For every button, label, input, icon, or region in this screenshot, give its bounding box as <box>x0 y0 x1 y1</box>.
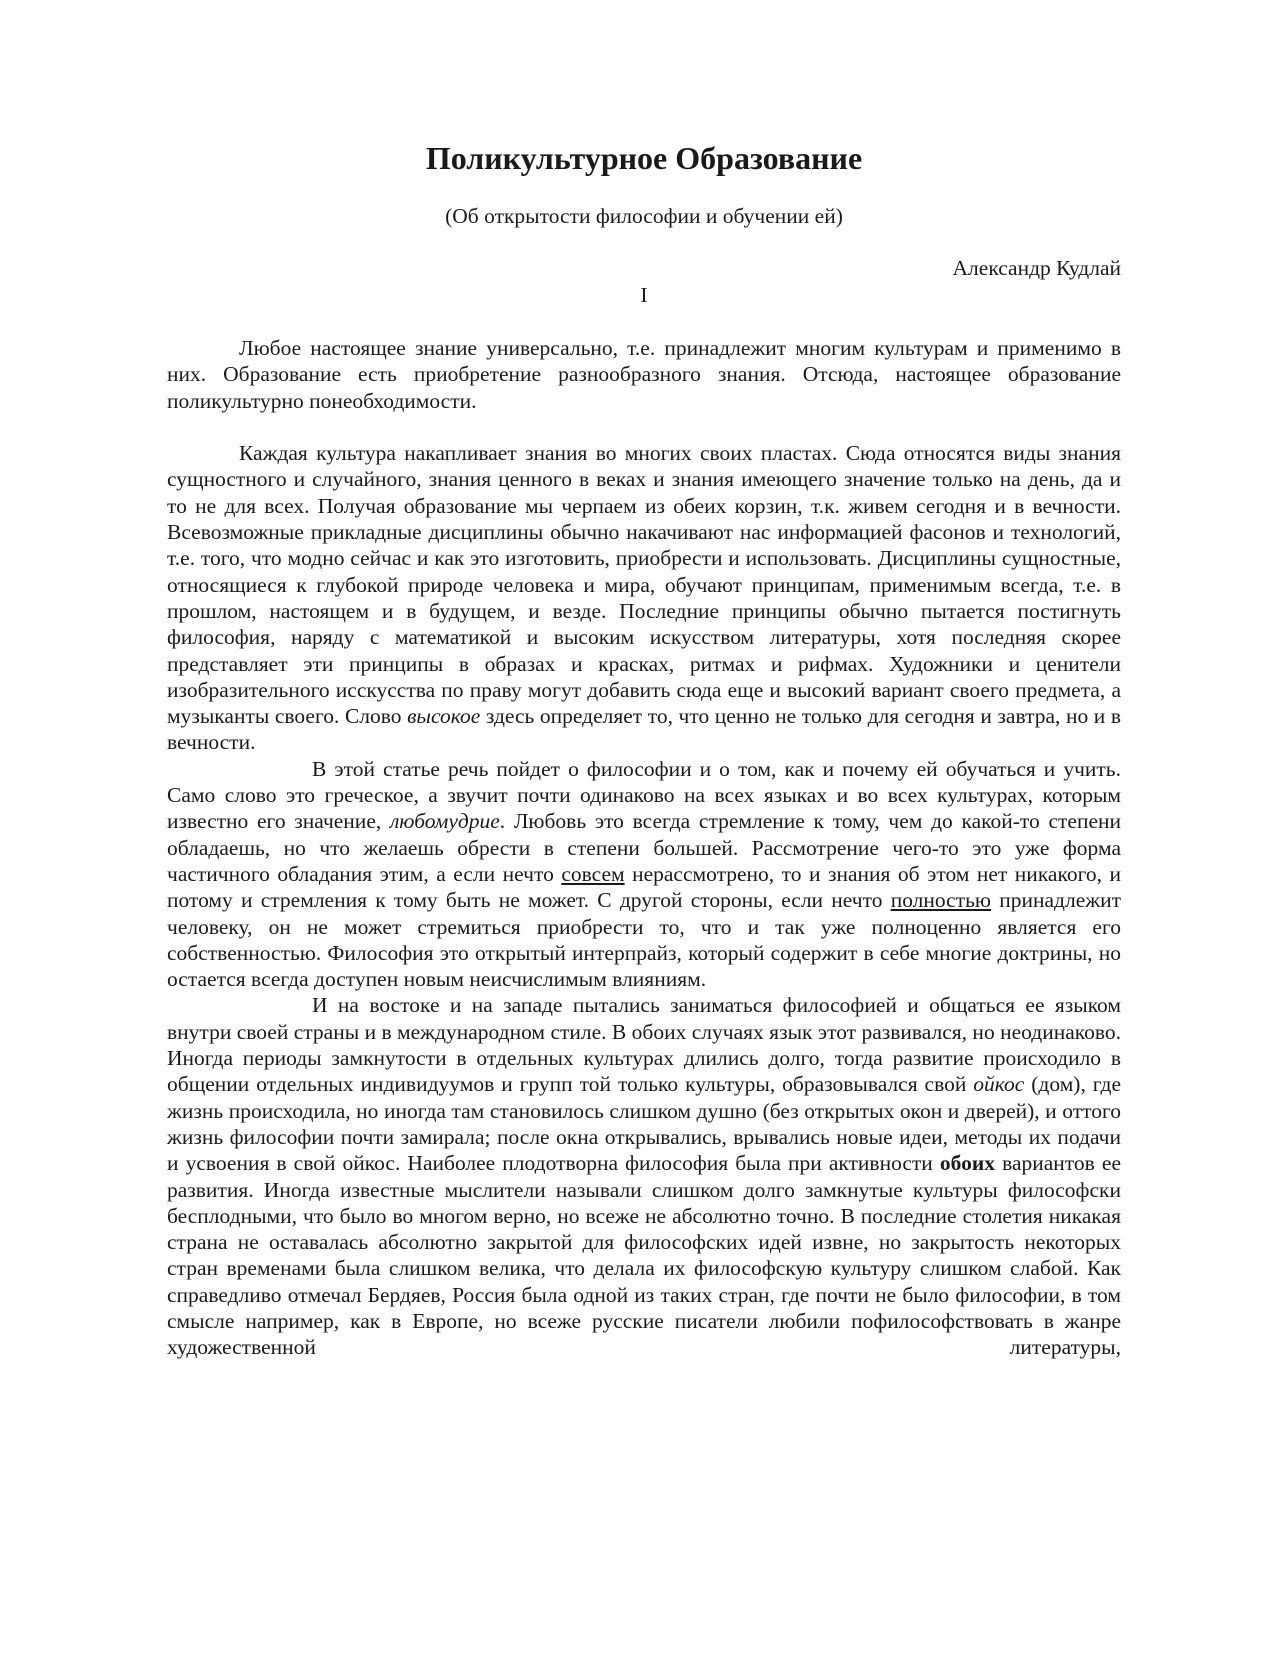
paragraph-text: Любое настоящее знание универсально, т.е. принадлежит многим культурам и применимо в них. Образование есть приобретение разнообразного знания. Отсюда, настоящее образование поликультурно понеобходимости. <box>167 336 1121 413</box>
paragraph-text: вариантов ее развития. Иногда известные мыслители называли слишком долго замкнутые культуры философски бесплодными, что было во многом верно, но всеже не абсолютно точно. В последние столетия никакая страна не оставалась абсолютно закрытой для философских идей извне, но закрытость некоторых стран временами была слишком велика, что делала их философскую культуру слишком слабой. Как справедливо отмечал Бердяев, Россия была одной из таких стран, где почти не было философии, в том смысле например, как в Европе, но всеже русские писатели любили пофилософствовать в жанре художественной литературы, <box>167 1151 1121 1360</box>
bold-word: обоих <box>939 1151 996 1176</box>
paragraph-text: здесь определяет то, что ценно не только для сегодня и завтра, но и в вечности. <box>167 704 1122 755</box>
document-body <box>167 335 1121 1361</box>
section-number: I <box>640 283 648 307</box>
underlined-word: совсем <box>561 861 625 886</box>
paragraph-text: принадлежит человеку, он не может стремиться приобрести то, что и так уже полноценно является его собственностью. Философия это открытый интерпрайз, который содержит в себе многие доктрины, но остается всегда доступен новым неисчислимым влияниям. <box>167 888 1121 992</box>
paragraph-1 <box>167 335 1121 414</box>
underlined-word: полностью <box>890 888 991 913</box>
document-subtitle: (Об открытости философии и обучении ей) <box>445 204 843 228</box>
author-name: Александр Кудлай <box>952 256 1121 280</box>
paragraph-2 <box>167 440 1121 756</box>
paragraph-text: нерассмотрено, то и знания об этом нет никакого, и потому и стремления к тому быть не может. С другой стороны, если нечто <box>167 861 1121 913</box>
paragraph-4 <box>167 992 1121 1360</box>
paragraph-text: Каждая культура накапливает знания во многих своих пластах. Сюда относятся виды знания сущностного и случайного, знания ценного в веках и знания имеющего значение только на день, да и то не для всех. Получая образование мы черпаем из обеих корзин, т.к. живем сегодня и в вечности. Всевозможные прикладные дисциплины обычно накачивают нас информацией фасонов и технологий, т.е. того, что модно сейчас и как это изготовить, приобрести и использовать. Дисциплины сущностные, относящиеся к глубокой природе человека и мира, обучают принципам, применимым всегда, т.е. в прошлом, настоящем и в будущем, и везде. Последние принципы обычно пытается постигнуть философия, наряду с математикой и высоким искусством литературы, хотя последняя скорее представляет эти принципы в образах и красках, ритмах и рифмах. Художники и ценители изобразительного исскусства по праву могут добавить сюда еще и высокий вариант своего предмета, а музыканты своего. Слово <box>167 441 1121 729</box>
italic-term: высокое <box>407 704 481 729</box>
document-title: Поликультурное Образование <box>425 140 863 176</box>
paragraph-text: (дом), где жизнь происходила, но иногда там становилось слишком душно (без открытых окон и дверей), и оттого жизнь философии почти замирала; после окна открывались, врывались новые идеи, методы их подачи и усвоения в свой ойкос. Наиболее плодотворна философия была при активности <box>167 1072 1122 1176</box>
paragraph-text: . Любовь это всегда стремление к тому, чем до какой-то степени обладаешь, но что желаешь обрести в степени большей. Рассмотрение чего-то это уже форма частичного обладания этим, а если нечто <box>167 809 1121 886</box>
italic-term: любомудрие <box>389 809 500 834</box>
paragraph-text: В этой статье речь пойдет о философии и о том, как и почему ей обучаться и учить. Само слово это греческое, а звучит почти одинаково на всех языках и во всех культурах, которым известно его значение, <box>167 756 1121 834</box>
paragraph-3 <box>167 756 1121 993</box>
paragraph-text: И на востоке и на западе пытались заниматься философией и общаться ее языком внутри своей страны и в международном стиле. В обоих случаях язык этот развивался, но неодинаково. Иногда периоды замкнутости в отдельных культурах длились долго, тогда развитие происходило в общении отдельных индивидуумов и групп той только культуры, образовывался свой <box>167 993 1121 1097</box>
italic-term: ойкос <box>973 1072 1025 1097</box>
